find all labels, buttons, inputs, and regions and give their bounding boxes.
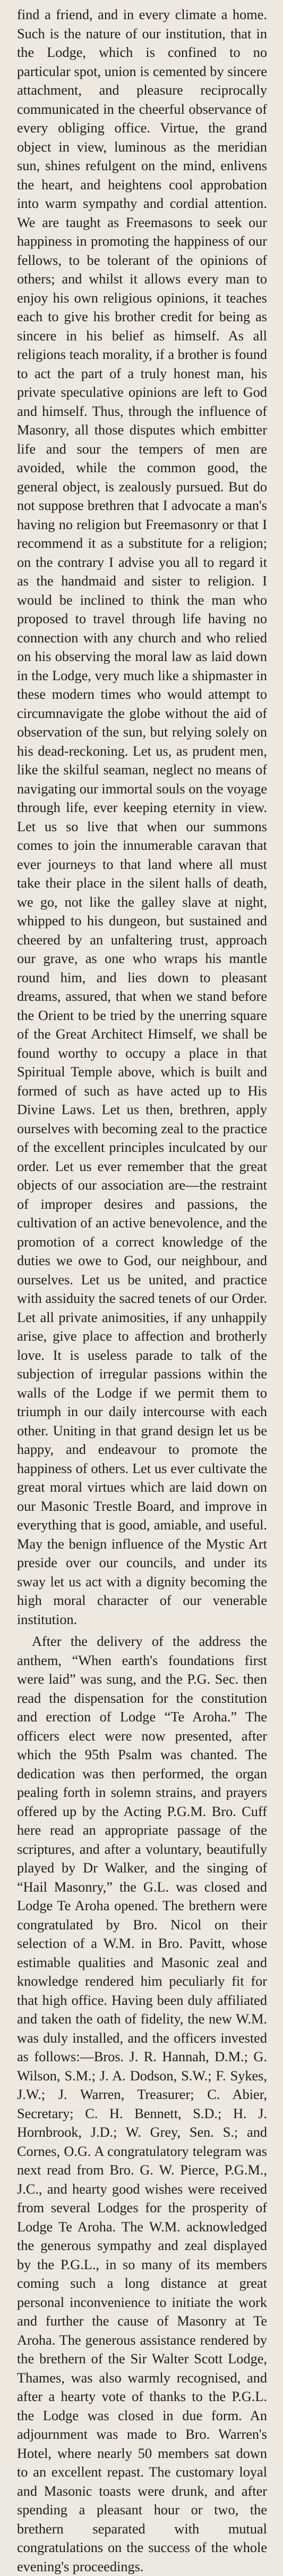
article-body bbox=[17, 5, 267, 2576]
article-paragraph: After the delivery of the address the anthem, “When earth's foundations first were laid” was sung, and the P.G. Sec. then read the dispensation for the constitution and erection of Lodge “Te Aroha.” The officers elect were now presented, after which the 95th Psalm was chanted. The dedication was then performed, the organ pealing forth in solemn strains, and prayers offered up by the Acting P.G.M. Bro. Cuff here read an appropriate passage of the scriptures, and after a voluntary, beautifully played by Dr Walker, and the singing of “Hail Masonry,” the G.L. was closed and Lodge Te Aroha opened. The brethern were congratulated by Bro. Nicol on their selection of a W.M. in Bro. Pavitt, whose estimable qualities and Masonic zeal and knowledge rendered him peculiarly fit for that high office. Having been duly affiliated and taken the oath of fidelity, the new W.M. was duly installed, and the officers invested as follows:—Bros. J. R. Hannah, D.M.; G. Wilson, S.M.; J. A. Dodson, S.W.; F. Sykes, J.W.; J. Warren, Treasurer; C. Abier, Secretary; C. H. Bennett, S.D.; H. J. Hornbrook, J.D.; W. Grey, Sen. S.; and Cornes, O.G. A congratulatory telegram was next read from Bro. G. W. Pierce, P.G.M., J.C., and hearty good wishes were received from several Lodges for the prosperity of Lodge Te Aroha. The W.M. acknowledged the generous sympathy and zeal displayed by the P.G.L., in so many of its members coming such a long distance at great personal inconvenience to initiate the work and further the cause of Masonry at Te Aroha. The generous assistance rendered by the brethern of the Sir Walter Scott Lodge, Thames, was also warmly recognised, and after a hearty vote of thanks to the P.G.L. the Lodge was closed in due form. An adjournment was made to Bro. Warren's Hotel, where nearly 50 members sat down to an excellent repast. The customary loyal and Masonic toasts were drunk, and after spending a pleasant hour or two, the brethern separated with mutual congratulations on the success of the whole evening's proceedings. bbox=[17, 1634, 267, 2574]
article-paragraph: find a friend, and in every climate a home. Such is the nature of our institution, that in the Lodge, which is confined to no particular spot, union is cemented by sincere attachment, and pleasure reciprocally communicated in the cheerful observance of every obliging office. Virtue, the grand object in view, luminous as the meridian sun, shines refulgent on the mind, enlivens the heart, and heightens cool approbation into warm sympathy and cordial attention. We are taught as Freemasons to seek our happiness in promoting the happiness of our fellows, to be tolerant of the opinions of others; and whilst it allows every man to enjoy his own religious opinions, it teaches each to give his brother credit for being as sincere in his belief as himself. As all religions teach morality, if a brother is found to act the part of a truly honest man, his private speculative opinions are left to God and himself. Thus, through the influence of Masonry, all those disputes which embitter life and sour the tempers of men are avoided, while the common good, the general object, is zealously pursued. But do not suppose brethren that I advocate a man's having no religion but Freemasonry or that I recommend it as a substitute for a religion; on the contrary I advise you all to regard it as the handmaid and sister to religion. I would be inclined to think the man who proposed to travel through life having no connection with any church and who relied on his observing the moral law as laid down in the Lodge, very much like a shipmaster in these modern times who would attempt to circumnavigate the globe without the aid of observation of the sun, but relying solely on his dead-reckoning. Let us, as prudent men, like the skilful seaman, neglect no means of navigating our immortal souls on the voyage through life, ever keeping eternity in view. Let us so live that when our summons comes to join the innumerable caravan that ever journeys to that land where all must take their place in the silent halls of death, we go, not like the galley slave at night, whipped to his dungeon, but sustained and cheered by an unfaltering trust, approach our grave, as one who wraps his mantle round him, and lies down to pleasant dreams, assured, that when we stand before the Orient to be tried by the unerring square of the Great Architect Himself, we shall be found worthy to occupy a place in that Spiritual Temple above, which is built and formed of such as have acted up to His Divine Laws. Let us then, brethren, apply ourselves with becoming zeal to the practice of the excellent principles inculcated by our order. Let us ever remember that the great objects of our association are—the restraint of improper desires and passions, the cultivation of an active benevolence, and the promotion of a correct knowledge of the duties we owe to God, our neighbour, and ourselves. Let us be united, and practice with assiduity the sacred tenets of our Order. Let all private animosities, if any unhappily arise, give place to affection and brotherly love. It is useless parade to talk of the subjection of irregular passions within the walls of the Lodge if we permit them to triumph in our daily intercourse with each other. Uniting in that grand design let us be happy, and endeavour to promote the happiness of others. Let us ever cultivate the great moral virtues which are laid down on our Masonic Trestle Board, and improve in everything that is good, amiable, and useful. May the benign influence of the Mystic Art preside over our councils, and under its sway let us act with a dignity becoming the high moral character of our venerable institution. bbox=[17, 7, 267, 1627]
